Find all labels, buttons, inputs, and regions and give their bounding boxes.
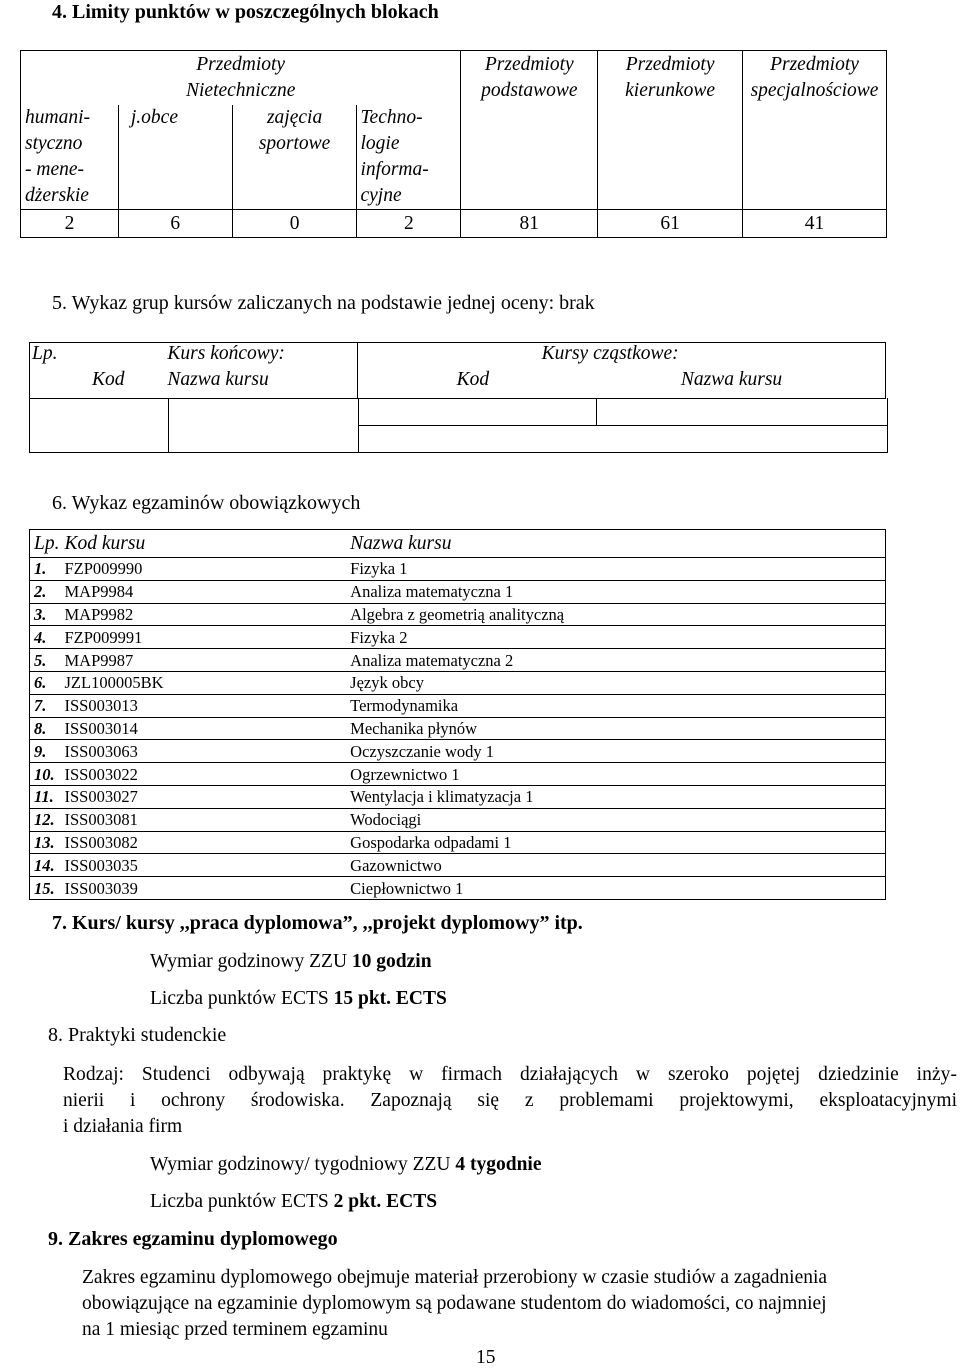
exam-lp: 13. — [30, 831, 62, 854]
exam-row — [30, 694, 886, 717]
subheader-technologie: Techno- logie informa- cyjne — [357, 105, 461, 210]
section-9-line-3: na 1 miesiąc przed terminem egzaminu — [82, 1319, 388, 1340]
exam-lp: 3. — [30, 603, 62, 626]
exam-code: MAP9982 — [61, 603, 346, 626]
section-7-ects-label: Liczba punktów ECTS — [150, 988, 334, 1009]
exams-header-kod: Kod kursu — [61, 530, 346, 558]
value-podstawowe: 81 — [461, 210, 598, 238]
section-5-title: 5. Wykaz grup kursów zaliczanych na podstawie jednej oceny: brak — [52, 292, 595, 314]
exam-name: Analiza matematyczna 2 — [346, 649, 885, 672]
groups-header-lp: Lp. — [30, 343, 168, 369]
value-jobce: 6 — [118, 210, 232, 238]
exam-lp: 5. — [30, 649, 62, 672]
exam-lp: 9. — [30, 740, 62, 763]
exam-row — [30, 808, 886, 831]
exam-lp: 10. — [30, 763, 62, 786]
exam-code: FZP009991 — [61, 626, 346, 649]
exam-name: Oczyszczanie wody 1 — [346, 740, 885, 763]
exam-code: ISS003027 — [61, 785, 346, 808]
header-podstawowe: Przedmioty podstawowe — [461, 51, 598, 210]
header-kierunkowe: Przedmioty kierunkowe — [598, 51, 743, 210]
page-number: 15 — [476, 1347, 496, 1368]
groups-header-nazwa2: Nazwa kursu — [596, 369, 886, 399]
exam-row — [30, 763, 886, 786]
subheader-sportowe: zajęcia sportowe — [232, 105, 357, 210]
exam-name: Analiza matematyczna 1 — [346, 580, 885, 603]
exam-row — [30, 717, 886, 740]
section-4-title: 4. Limity punktów w poszczególnych blokach — [52, 1, 439, 23]
exam-lp: 8. — [30, 717, 62, 740]
section-7-wymiar — [150, 949, 432, 975]
limits-table — [20, 50, 887, 238]
exam-code: ISS003063 — [61, 740, 346, 763]
section-9-line-1: Zakres egzaminu dyplomowego obejmuje materiał przerobiony w czasie studiów a zagadnienia — [82, 1267, 828, 1288]
groups-divider-3 — [596, 398, 597, 426]
groups-divider-1 — [168, 398, 169, 452]
section-6-title: 6. Wykaz egzaminów obowiązkowych — [52, 492, 361, 514]
section-8-wymiar — [150, 1152, 542, 1178]
exam-name: Gospodarka odpadami 1 — [346, 831, 885, 854]
exam-lp: 6. — [30, 671, 62, 694]
exam-code: ISS003014 — [61, 717, 346, 740]
exam-name: Fizyka 1 — [346, 558, 885, 581]
exam-row — [30, 854, 886, 877]
exams-header-nazwa: Nazwa kursu — [346, 530, 885, 558]
section-7-wymiar-label: Wymiar godzinowy ZZU — [150, 951, 352, 972]
exam-row — [30, 649, 886, 672]
value-technologie: 2 — [357, 210, 461, 238]
section-7-ects-value: 15 pkt. ECTS — [333, 988, 447, 1009]
section-8-wymiar-label: Wymiar godzinowy/ tygodniowy ZZU — [150, 1154, 456, 1175]
groups-header-kod2: Kod — [357, 369, 596, 399]
exam-row — [30, 831, 886, 854]
value-humanistyczno: 2 — [21, 210, 119, 238]
exam-lp: 7. — [30, 694, 62, 717]
exam-row — [30, 626, 886, 649]
exam-lp: 2. — [30, 580, 62, 603]
exam-code: ISS003081 — [61, 808, 346, 831]
section-8-rodzaj-line-1: Rodzaj: Studenci odbywają praktykę w firmach działających w szeroko pojętej dziedzinie inży- — [63, 1064, 957, 1085]
exam-lp: 12. — [30, 808, 62, 831]
exam-lp: 14. — [30, 854, 62, 877]
exam-code: ISS003013 — [61, 694, 346, 717]
groups-header-koncowy: Kurs końcowy: — [167, 343, 357, 369]
value-specjalnosciowe: 41 — [743, 210, 887, 238]
exam-code: ISS003082 — [61, 831, 346, 854]
groups-divider-4 — [358, 425, 887, 426]
exams-table — [29, 529, 886, 900]
section-8-rodzaj — [63, 1062, 957, 1140]
exam-code: MAP9987 — [61, 649, 346, 672]
exam-row — [30, 558, 886, 581]
exam-lp: 11. — [30, 785, 62, 808]
exam-code: MAP9984 — [61, 580, 346, 603]
section-8-wymiar-value: 4 tygodnie — [455, 1154, 542, 1175]
course-groups-table — [29, 342, 886, 399]
groups-header-nazwa1: Nazwa kursu — [167, 369, 357, 399]
section-9-line-2: obowiązujące na egzaminie dyplomowym są podawane studentom do wiadomości, co najmniej — [82, 1293, 827, 1314]
value-kierunkowe: 61 — [598, 210, 743, 238]
section-7-wymiar-value: 10 godzin — [351, 951, 432, 972]
section-8-ects-value: 2 pkt. ECTS — [333, 1191, 438, 1212]
exam-name: Język obcy — [346, 671, 885, 694]
subheader-humanistyczno: humani- styczno - mene- dżerskie — [21, 105, 119, 210]
groups-header-kod1: Kod — [30, 369, 168, 399]
header-specjalnosciowe: Przedmioty specjalnościowe — [743, 51, 887, 210]
subheader-jobce: j.obce — [118, 105, 232, 210]
exam-row — [30, 603, 886, 626]
exam-code: ISS003039 — [61, 877, 346, 900]
section-8-ects-label: Liczba punktów ECTS — [150, 1191, 334, 1212]
groups-empty-row — [29, 398, 888, 453]
exam-row — [30, 671, 886, 694]
groups-header-czastkowe: Kursy cząstkowe: — [357, 343, 885, 369]
exam-lp: 15. — [30, 877, 62, 900]
section-8-rodzaj-line-3: i działania firm — [63, 1116, 183, 1137]
exam-lp: 1. — [30, 558, 62, 581]
exam-name: Wentylacja i klimatyzacja 1 — [346, 785, 885, 808]
exam-row — [30, 740, 886, 763]
exams-header-lp: Lp. — [30, 530, 62, 558]
exam-code: FZP009990 — [61, 558, 346, 581]
exam-name: Ogrzewnictwo 1 — [346, 763, 885, 786]
section-7-ects — [150, 986, 447, 1012]
section-9-body — [82, 1265, 827, 1343]
exam-row — [30, 785, 886, 808]
exam-name: Algebra z geometrią analityczną — [346, 603, 885, 626]
exam-name: Termodynamika — [346, 694, 885, 717]
exam-row — [30, 580, 886, 603]
header-nietechniczne: Przedmioty Nietechniczne — [21, 51, 461, 105]
section-8-rodzaj-line-2: nierii i ochrony środowiska. Zapoznają się z problemami projektowymi, eksploatacyjnymi — [63, 1090, 957, 1111]
exam-name: Fizyka 2 — [346, 626, 885, 649]
exam-code: JZL100005BK — [61, 671, 346, 694]
exam-lp: 4. — [30, 626, 62, 649]
section-9-title: 9. Zakres egzaminu dyplomowego — [48, 1228, 338, 1250]
section-8-title: 8. Praktyki studenckie — [48, 1024, 227, 1046]
exam-code: ISS003022 — [61, 763, 346, 786]
exam-name: Gazownictwo — [346, 854, 885, 877]
section-7-title: 7. Kurs/ kursy ,,praca dyplomowa”, ,,projekt dyplomowy” itp. — [52, 912, 583, 934]
exam-name: Wodociągi — [346, 808, 885, 831]
value-sportowe: 0 — [232, 210, 357, 238]
exam-name: Ciepłownictwo 1 — [346, 877, 885, 900]
exam-name: Mechanika płynów — [346, 717, 885, 740]
section-8-ects — [150, 1189, 437, 1215]
exam-row — [30, 877, 886, 900]
exam-code: ISS003035 — [61, 854, 346, 877]
